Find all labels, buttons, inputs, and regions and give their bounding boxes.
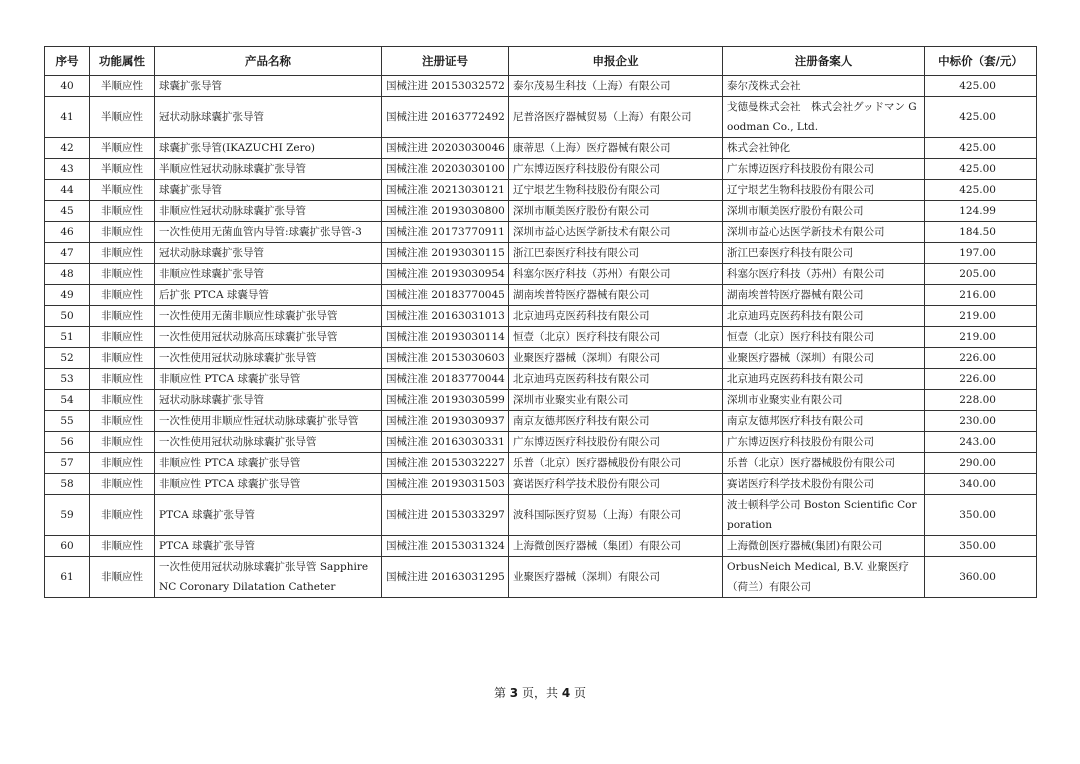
cell-registrant: 湖南埃普特医疗器械有限公司 [723, 285, 925, 306]
cell-registration-no: 国械注准 20163031013 [382, 306, 509, 327]
cell-bid-price: 228.00 [925, 390, 1037, 411]
table-row [45, 390, 1037, 411]
cell-applicant: 深圳市益心达医学新技术有限公司 [509, 222, 723, 243]
cell-index: 42 [45, 138, 90, 159]
cell-product-name: 球囊扩张导管(IKAZUCHI Zero) [155, 138, 382, 159]
cell-bid-price: 350.00 [925, 495, 1037, 536]
cell-product-name: 一次性使用冠状动脉高压球囊扩张导管 [155, 327, 382, 348]
cell-applicant: 上海微创医疗器械（集团）有限公司 [509, 536, 723, 557]
cell-applicant: 恒壹（北京）医疗科技有限公司 [509, 327, 723, 348]
cell-registrant: 乐普（北京）医疗器械股份有限公司 [723, 453, 925, 474]
footer-page-total: 4 [561, 686, 571, 700]
cell-function: 非顺应性 [90, 536, 155, 557]
cell-index: 58 [45, 474, 90, 495]
bid-price-table [44, 46, 1037, 598]
cell-product-name: 非顺应性冠状动脉球囊扩张导管 [155, 201, 382, 222]
table-row [45, 76, 1037, 97]
cell-registrant: 波士顿科学公司 Boston Scientific Corporation [723, 495, 925, 536]
cell-function: 半顺应性 [90, 97, 155, 138]
table-row [45, 243, 1037, 264]
cell-product-name: PTCA 球囊扩张导管 [155, 495, 382, 536]
cell-registrant: 北京迪玛克医药科技有限公司 [723, 369, 925, 390]
cell-bid-price: 226.00 [925, 369, 1037, 390]
cell-applicant: 康蒂思（上海）医疗器械有限公司 [509, 138, 723, 159]
table-row [45, 306, 1037, 327]
cell-applicant: 北京迪玛克医药科技有限公司 [509, 306, 723, 327]
cell-bid-price: 290.00 [925, 453, 1037, 474]
cell-index: 54 [45, 390, 90, 411]
table-row [45, 536, 1037, 557]
cell-registration-no: 国械注准 20193030800 [382, 201, 509, 222]
table-row [45, 474, 1037, 495]
cell-product-name: 非顺应性 PTCA 球囊扩张导管 [155, 453, 382, 474]
cell-registration-no: 国械注进 20153033297 [382, 495, 509, 536]
table-row [45, 453, 1037, 474]
cell-index: 51 [45, 327, 90, 348]
cell-applicant: 泰尔茂易生科技（上海）有限公司 [509, 76, 723, 97]
cell-product-name: PTCA 球囊扩张导管 [155, 536, 382, 557]
cell-function: 非顺应性 [90, 285, 155, 306]
table-row [45, 159, 1037, 180]
col-header-product-name: 产品名称 [155, 47, 382, 76]
cell-index: 61 [45, 557, 90, 598]
cell-index: 59 [45, 495, 90, 536]
cell-registrant: 北京迪玛克医药科技有限公司 [723, 306, 925, 327]
cell-function: 非顺应性 [90, 390, 155, 411]
cell-bid-price: 425.00 [925, 76, 1037, 97]
cell-registration-no: 国械注准 20193031503 [382, 474, 509, 495]
cell-applicant: 业聚医疗器械（深圳）有限公司 [509, 348, 723, 369]
footer-middle: 页，共 [521, 686, 558, 700]
cell-bid-price: 124.99 [925, 201, 1037, 222]
cell-bid-price: 205.00 [925, 264, 1037, 285]
cell-function: 非顺应性 [90, 495, 155, 536]
cell-registrant: 浙江巴泰医疗科技有限公司 [723, 243, 925, 264]
table-row [45, 369, 1037, 390]
cell-registration-no: 国械注进 20163031295 [382, 557, 509, 598]
cell-index: 53 [45, 369, 90, 390]
cell-index: 46 [45, 222, 90, 243]
cell-index: 52 [45, 348, 90, 369]
cell-registrant: 广东博迈医疗科技股份有限公司 [723, 432, 925, 453]
cell-bid-price: 184.50 [925, 222, 1037, 243]
cell-bid-price: 230.00 [925, 411, 1037, 432]
page-footer [0, 684, 1080, 701]
cell-function: 非顺应性 [90, 243, 155, 264]
cell-registration-no: 国械注准 20203030100 [382, 159, 509, 180]
cell-product-name: 一次性使用无菌血管内导管:球囊扩张导管-3 [155, 222, 382, 243]
cell-registration-no: 国械注准 20153032227 [382, 453, 509, 474]
cell-applicant: 深圳市顺美医疗股份有限公司 [509, 201, 723, 222]
cell-function: 非顺应性 [90, 432, 155, 453]
cell-product-name: 一次性使用冠状动脉球囊扩张导管 [155, 348, 382, 369]
cell-registrant: 上海微创医疗器械(集团)有限公司 [723, 536, 925, 557]
cell-registrant: OrbusNeich Medical, B.V. 业聚医疗（荷兰）有限公司 [723, 557, 925, 598]
cell-registrant: 泰尔茂株式会社 [723, 76, 925, 97]
cell-function: 非顺应性 [90, 348, 155, 369]
cell-registration-no: 国械注准 20153031324 [382, 536, 509, 557]
cell-product-name: 非顺应性 PTCA 球囊扩张导管 [155, 474, 382, 495]
cell-bid-price: 219.00 [925, 306, 1037, 327]
table-body [45, 76, 1037, 598]
cell-registrant: 赛诺医疗科学技术股份有限公司 [723, 474, 925, 495]
cell-function: 非顺应性 [90, 264, 155, 285]
cell-index: 50 [45, 306, 90, 327]
cell-product-name: 冠状动脉球囊扩张导管 [155, 390, 382, 411]
cell-registration-no: 国械注进 20203030046 [382, 138, 509, 159]
cell-function: 非顺应性 [90, 201, 155, 222]
cell-registration-no: 国械注准 20213030121 [382, 180, 509, 201]
table-row [45, 97, 1037, 138]
cell-index: 43 [45, 159, 90, 180]
cell-index: 47 [45, 243, 90, 264]
cell-product-name: 球囊扩张导管 [155, 76, 382, 97]
table-row [45, 285, 1037, 306]
cell-product-name: 一次性使用冠状动脉球囊扩张导管 [155, 432, 382, 453]
cell-bid-price: 425.00 [925, 138, 1037, 159]
cell-registrant: 戈德曼株式会社 株式会社グッドマン Goodman Co., Ltd. [723, 97, 925, 138]
cell-bid-price: 243.00 [925, 432, 1037, 453]
cell-registrant: 南京友德邦医疗科技有限公司 [723, 411, 925, 432]
cell-product-name: 冠状动脉球囊扩张导管 [155, 97, 382, 138]
cell-registration-no: 国械注准 20183770045 [382, 285, 509, 306]
cell-applicant: 尼普洛医疗器械贸易（上海）有限公司 [509, 97, 723, 138]
cell-index: 48 [45, 264, 90, 285]
table-row [45, 348, 1037, 369]
footer-suffix: 页 [574, 686, 587, 700]
cell-bid-price: 219.00 [925, 327, 1037, 348]
col-header-registrant: 注册备案人 [723, 47, 925, 76]
cell-applicant: 波科国际医疗贸易（上海）有限公司 [509, 495, 723, 536]
cell-index: 45 [45, 201, 90, 222]
cell-registrant: 深圳市顺美医疗股份有限公司 [723, 201, 925, 222]
table-row [45, 201, 1037, 222]
cell-function: 非顺应性 [90, 327, 155, 348]
footer-prefix: 第 [493, 686, 506, 700]
cell-registration-no: 国械注准 20193030115 [382, 243, 509, 264]
cell-product-name: 半顺应性冠状动脉球囊扩张导管 [155, 159, 382, 180]
cell-function: 非顺应性 [90, 411, 155, 432]
cell-applicant: 深圳市业聚实业有限公司 [509, 390, 723, 411]
header-row [45, 47, 1037, 76]
cell-index: 49 [45, 285, 90, 306]
cell-bid-price: 216.00 [925, 285, 1037, 306]
col-header-applicant: 申报企业 [509, 47, 723, 76]
cell-registrant: 深圳市益心达医学新技术有限公司 [723, 222, 925, 243]
cell-product-name: 非顺应性 PTCA 球囊扩张导管 [155, 369, 382, 390]
table-row [45, 264, 1037, 285]
cell-applicant: 广东博迈医疗科技股份有限公司 [509, 432, 723, 453]
table-header [45, 47, 1037, 76]
cell-function: 非顺应性 [90, 453, 155, 474]
cell-applicant: 业聚医疗器械（深圳）有限公司 [509, 557, 723, 598]
cell-applicant: 广东博迈医疗科技股份有限公司 [509, 159, 723, 180]
cell-index: 55 [45, 411, 90, 432]
footer-page-number: 3 [509, 686, 519, 700]
cell-bid-price: 360.00 [925, 557, 1037, 598]
cell-function: 非顺应性 [90, 474, 155, 495]
cell-product-name: 冠状动脉球囊扩张导管 [155, 243, 382, 264]
cell-product-name: 非顺应性球囊扩张导管 [155, 264, 382, 285]
table-row [45, 327, 1037, 348]
col-header-index: 序号 [45, 47, 90, 76]
cell-applicant: 浙江巴泰医疗科技有限公司 [509, 243, 723, 264]
table-row [45, 222, 1037, 243]
cell-product-name: 后扩张 PTCA 球囊导管 [155, 285, 382, 306]
cell-registration-no: 国械注准 20163030331 [382, 432, 509, 453]
cell-function: 半顺应性 [90, 180, 155, 201]
cell-bid-price: 350.00 [925, 536, 1037, 557]
cell-function: 非顺应性 [90, 222, 155, 243]
cell-function: 非顺应性 [90, 306, 155, 327]
cell-registration-no: 国械注准 20173770911 [382, 222, 509, 243]
cell-registrant: 株式会社钟化 [723, 138, 925, 159]
table-row [45, 557, 1037, 598]
cell-function: 半顺应性 [90, 159, 155, 180]
cell-bid-price: 425.00 [925, 180, 1037, 201]
cell-bid-price: 340.00 [925, 474, 1037, 495]
cell-registrant: 广东博迈医疗科技股份有限公司 [723, 159, 925, 180]
cell-product-name: 一次性使用无菌非顺应性球囊扩张导管 [155, 306, 382, 327]
cell-bid-price: 226.00 [925, 348, 1037, 369]
cell-product-name: 一次性使用冠状动脉球囊扩张导管 Sapphire NC Coronary Dilatation Catheter [155, 557, 382, 598]
col-header-function: 功能属性 [90, 47, 155, 76]
cell-registration-no: 国械注准 20193030937 [382, 411, 509, 432]
cell-applicant: 南京友德邦医疗科技有限公司 [509, 411, 723, 432]
col-header-bid-price: 中标价（套/元） [925, 47, 1037, 76]
cell-registration-no: 国械注准 20193030114 [382, 327, 509, 348]
cell-registrant: 科塞尔医疗科技（苏州）有限公司 [723, 264, 925, 285]
cell-index: 57 [45, 453, 90, 474]
cell-function: 半顺应性 [90, 138, 155, 159]
cell-bid-price: 425.00 [925, 97, 1037, 138]
cell-applicant: 科塞尔医疗科技（苏州）有限公司 [509, 264, 723, 285]
cell-index: 56 [45, 432, 90, 453]
cell-registrant: 业聚医疗器械（深圳）有限公司 [723, 348, 925, 369]
cell-applicant: 湖南埃普特医疗器械有限公司 [509, 285, 723, 306]
cell-registrant: 恒壹（北京）医疗科技有限公司 [723, 327, 925, 348]
cell-index: 60 [45, 536, 90, 557]
cell-registration-no: 国械注进 20163772492 [382, 97, 509, 138]
cell-registration-no: 国械注准 20193030599 [382, 390, 509, 411]
cell-registrant: 深圳市业聚实业有限公司 [723, 390, 925, 411]
cell-product-name: 球囊扩张导管 [155, 180, 382, 201]
cell-registration-no: 国械注进 20153032572 [382, 76, 509, 97]
cell-bid-price: 425.00 [925, 159, 1037, 180]
cell-bid-price: 197.00 [925, 243, 1037, 264]
cell-applicant: 乐普（北京）医疗器械股份有限公司 [509, 453, 723, 474]
col-header-registration-no: 注册证号 [382, 47, 509, 76]
cell-index: 41 [45, 97, 90, 138]
cell-applicant: 辽宁垠艺生物科技股份有限公司 [509, 180, 723, 201]
cell-registration-no: 国械注准 20193030954 [382, 264, 509, 285]
table-row [45, 495, 1037, 536]
cell-applicant: 北京迪玛克医药科技有限公司 [509, 369, 723, 390]
table-row [45, 411, 1037, 432]
cell-function: 半顺应性 [90, 76, 155, 97]
table-row [45, 180, 1037, 201]
cell-product-name: 一次性使用非顺应性冠状动脉球囊扩张导管 [155, 411, 382, 432]
table-row [45, 138, 1037, 159]
cell-index: 44 [45, 180, 90, 201]
cell-registrant: 辽宁垠艺生物科技股份有限公司 [723, 180, 925, 201]
cell-function: 非顺应性 [90, 369, 155, 390]
cell-registration-no: 国械注准 20153030603 [382, 348, 509, 369]
cell-index: 40 [45, 76, 90, 97]
cell-function: 非顺应性 [90, 557, 155, 598]
cell-applicant: 赛诺医疗科学技术股份有限公司 [509, 474, 723, 495]
table-row [45, 432, 1037, 453]
cell-registration-no: 国械注准 20183770044 [382, 369, 509, 390]
